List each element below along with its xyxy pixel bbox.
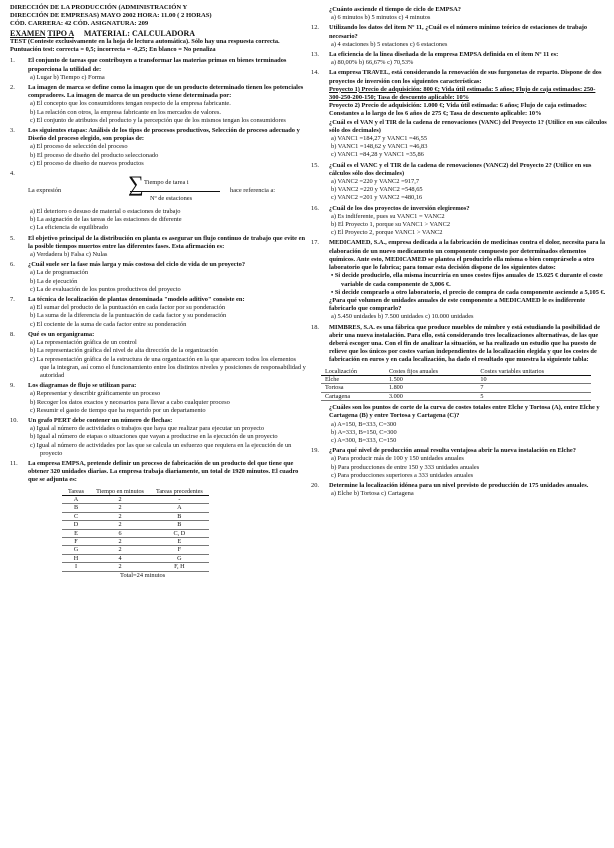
answer-option: a) Elche b) Tortosa c) Cartagena [331,490,414,498]
question [10,460,306,485]
answer-option: a) 6 minutos b) 5 minutos c) 4 minutos [331,14,431,22]
question-list-left [10,57,306,484]
variable-cost-cell: 7 [476,384,591,392]
answer-option: a) El deterioro o desuso de material o estaciones de trabajo [30,208,181,216]
location-row [321,375,591,383]
question-text: Los siguientes etapas: Análisis de los tipos de procesos productivos, Selección de proceso adecuado y Diseño del proceso elegido, son propias de: [28,127,300,143]
question-text: La eficiencia de la línea diseñada de la empresa EMPSA definida en el ítem Nº 11 es: [329,51,559,59]
precedent-col-header: Tareas precedentes [150,488,209,496]
formula [10,171,306,205]
task-table [62,488,209,572]
fraction-line [130,191,220,192]
variable-cost-cell: 5 [476,392,591,400]
location-table-body [321,375,591,400]
question [311,205,607,213]
question [311,51,607,59]
variable-cost-col-header: Costes variables unitarios [476,368,591,376]
answer-option: b) VANC2 =220 y VANC2 =548,65 [331,186,423,194]
question-text: El conjunto de tareas que contribuyen a transformar las materias primas en bienes terminados proporciona la utilidad de: [28,57,287,73]
question [311,482,607,490]
precedent-cell: G [150,554,209,562]
question-15 [311,162,607,203]
exam-title [10,29,306,38]
task-col-header: Tareas [62,488,90,496]
answer-option: a) Representar y describir gráficamente un proceso [30,390,161,398]
answer-option: b) Para producciones de entre 150 y 333 unidades anuales [331,463,480,471]
question-list-right [311,6,607,86]
time-cell: 4 [90,554,150,562]
question-number: 14. [311,69,319,77]
answer-option: b) La asignación de las tareas de las estaciones de diferente [30,216,182,224]
time-cell: 2 [90,495,150,503]
precedent-cell: F [150,546,209,554]
formula-label: La expresión [28,187,62,195]
formula-denominator: Nº de estaciones [150,195,193,203]
question-number: 13. [311,51,319,59]
answer-option: c) El Proyecto 2, porque VANC1 > VANC2 [331,229,443,237]
question-number: 9. [10,382,15,390]
answer-option: b) A=333, B=150, C=300 [331,428,397,436]
answer-option: a) La de programación [30,269,89,277]
fixed-cost-cell: 1.800 [385,384,476,392]
precedent-cell: - [150,495,209,503]
question-number: 19. [311,447,319,455]
question-text: ¿Para qué nivel de producción anual resulta ventajosa abrir la nueva instalación en Elche? [329,447,576,455]
question-number: 17. [311,239,319,247]
question-text: La técnica de localización de plantas denominada "modelo aditivo" consiste en: [28,296,245,304]
question-text: El objetivo principal de la distribución en planta es asegurar un flujo continuo de trabajo que evite en la posible tiempos muertos entre las diferentes fases. Esta afirmación es: [28,234,306,250]
answer-option: b) Igual al número de etapas o situaciones que vayan a producirse en la ejecución de un proyecto [30,433,278,441]
q18-ask: ¿Cuáles son los puntos de corte de la curva de costes totales entre Elche y Tortosa (A), entre Elche y Cartagena (B) y entre Tortosa y Cartagena (C)? [329,404,600,420]
exam-label: EXAMEN [10,29,46,38]
answer-option: c) El proceso de diseño de nuevos productos [30,159,144,167]
question-text: Qué es un organigrama: [28,330,95,338]
task-total: Total=24 minutos [120,571,166,579]
answer-option: c) La representación gráfica de la estructura de una organización en la que aparecen todos los elementos que la integran, así como el funcionamiento entre los distintos niveles y posiciones de responsabilidad y autoridad [30,355,306,379]
answer-option: c) El cociente de la suma de cada factor entre su ponderación [30,320,187,328]
answer-option: a) El proceso de selección del proceso [30,143,128,151]
answer-option: a) VANC1 =184,27 y VANC1 =46,55 [331,135,428,143]
location-row [321,392,591,400]
answer-option: c) VANC2 =201 y VANC2 =480,16 [331,194,423,202]
precedent-cell: F, H [150,563,209,571]
question-text: ¿Cuál suele ser la fase más larga y más costosa del ciclo de vida de un proyecto? [28,261,246,269]
q18-options [311,421,607,446]
time-col-header: Tiempo en minutos [90,488,150,496]
question [311,24,607,40]
precedent-cell: E [150,537,209,545]
task-cell: I [62,563,90,571]
question [10,331,306,339]
question-20 [311,482,607,498]
answer-option: a) 5.450 unidades b) 7.500 unidades c) 10.000 unidades [331,313,474,321]
bullet-item: • Si decide producirlo, ella misma incurriría en unos costes fijos anuales de 15.025 € durante el coste variable de cada componente de 3,006 €. [331,272,603,288]
task-table-body [62,495,209,571]
time-cell: 2 [90,504,150,512]
formula-numerator: Tiempo de tarea i [144,179,189,187]
question-text: Utilizando los datos del item Nº 11, ¿Cuál es el número mínimo teórico de estaciones de trabajo necesario? [329,24,588,40]
q14-options [311,135,607,160]
question [10,235,306,251]
exam-type: TIPO A [47,29,74,38]
task-row [62,504,209,512]
formula-suffix: hace referencia a: [230,187,276,195]
answer-option: c) Igual al número de actividades por las que se calcula un esfuerzo que requiera en la ejecución de un proyecto [30,441,292,457]
fixed-cost-col-header: Costes fijos anuales [385,368,476,376]
left-column [10,4,306,580]
project-2-text: Proyecto 2) Precio de adquisición: 1.000 €; Vida útil estimada: 6 años; Flujo de caja estimados: Constantes a lo largo de los 6 años de 275 €; Tasa de descuento aplicable: 10% [329,102,587,118]
time-cell: 2 [90,512,150,520]
q17-options [311,313,607,321]
question [10,127,306,143]
q17-bullets [311,272,607,297]
answer-option: b) La suma de la diferencia de la puntuación de cada factor y su ponderación [30,312,227,320]
q17-ask: ¿Para qué volumen de unidades anuales de este componente a MEDICAMED le es indiferente fabricarlo que comprarlo? [329,296,586,313]
material-label: MATERIAL: CALCULADORA [83,29,196,38]
task-row [62,521,209,529]
time-cell: 2 [90,521,150,529]
answer-option: b) La relación con otros, la empresa fabricante en los mercados de valores. [30,108,221,116]
precedent-cell: A [150,504,209,512]
question-text: Un grafo PERT debe contener un número de flechas: [28,416,173,424]
question [10,261,306,269]
answer-option: b) La representación gráfica del nivel de alta dirección de la organización [30,347,218,355]
question-number: 1. [10,57,15,65]
time-cell: 2 [90,563,150,571]
task-row [62,537,209,545]
answer-option: a) 4 estaciones b) 5 estaciones c) 6 estaciones [331,40,448,48]
question-number: 6. [10,261,15,269]
fixed-cost-cell: 1.500 [385,375,476,383]
question-number: 3. [10,127,15,135]
answer-option: c) A=300, B=333, C=150 [331,436,397,444]
task-cell: C [62,512,90,520]
question-number: 12. [311,24,319,32]
answer-option: c) La eficiencia de equilibrado [30,224,109,232]
task-row [62,512,209,520]
test-rules: TEST (Conteste exclusivamente en la hoja de lectura automática). Sólo hay una respuesta correcta. Puntuación test: correcta = 0,5; incorrecta = -0,25; En blanco = No penaliza [10,38,280,54]
question-number: 16. [311,204,319,212]
question-text: La imagen de marca se define como la imagen que de un producto determinado tienen los potenciales compradores. La imagen de marca de un producto viene determinada por: [28,84,304,100]
location-table [321,368,591,402]
answer-option: c) VANC1 =84,28 y VANC1 =35,86 [331,151,424,159]
question-number: 18. [311,323,319,331]
answer-option: c) Para producciones superiores a 333 unidades anuales [331,471,474,479]
task-table-header [62,488,209,496]
location-table-header [321,368,591,376]
task-cell: D [62,521,90,529]
answer-option: a) Para producir más de 100 y 150 unidades anuales [331,455,464,463]
question-number: 10. [10,416,18,424]
question [10,382,306,390]
answer-option: b) VANC1 =148,62 y VANC1 =46,83 [331,143,428,151]
location-row [321,384,591,392]
question-text: ¿Cuál es el VANC y el TIR de la cadena de renovaciones (VANC2) del Proyecto 2? (Utilice en sus cálculos sólo dos decimales) [329,161,592,177]
sigma-symbol: ∑ [128,171,144,197]
header-line-2: DIRECCIÓN DE EMPRESAS) MAYO 2002 HORA: 11.00 ( 2 HORAS) [10,12,212,19]
question-16 [311,205,607,238]
time-cell: 2 [90,537,150,545]
question [311,6,607,14]
question [311,162,607,178]
question [10,84,306,100]
project-1-text: Proyecto 1) Precio de adquisición: 800 €; Vida útil estimada: 5 años; Flujo de caja estimados: 250-300-250-200-150; Tasa de descuento aplicable: 10% [329,85,596,102]
time-cell: 6 [90,529,150,537]
task-cell: A [62,495,90,503]
task-row [62,529,209,537]
answer-option: a) La representación gráfica de un control [30,339,137,347]
answer-option: b) La de ejecución [30,277,78,285]
location-col-header: Localización [321,368,385,376]
right-column [311,4,607,498]
answer-option: a) Lugar b) Tiempo c) Forma [30,73,105,81]
answer-option: a) A=150, B=333, C=300 [331,420,397,428]
question-number: 7. [10,296,15,304]
answer-option: a) Es indiferente, pues su VANC1 = VANC2 [331,212,445,220]
answer-option: a) VANC2 =220 y VANC2 =917,7 [331,178,420,186]
question-number: 5. [10,234,15,242]
answer-option: c) Resumir el gasto de tiempo que ha requerido por un departamento [30,406,206,414]
precedent-cell: B [150,521,209,529]
variable-cost-cell: 10 [476,375,591,383]
question [10,57,306,73]
question-text: MEDICAMED, S.A., empresa dedicada a la fabricación de medicinas contra el dolor, necesita para la elaboración de un nuevo medicamento un componente compuesto por determinados elementos químicos. Ante esto, MEDICAMED se plantea el producirlo ella misma o bien comprárselo a otro laboratorio que lo fabrica; para tomar esta decisión dispone de los siguientes datos: [329,239,606,272]
bullet-item: • Si decide comprarlo a otro laboratorio, el precio de compra de cada componente asciende a 5,105 €. [331,288,606,296]
question-19 [311,447,607,480]
location-cell: Cartagena [321,392,385,400]
precedent-cell: B [150,512,209,520]
answer-option: a) El concepto que los consumidores tengan respecto de la empresa fabricante. [30,100,231,108]
time-cell: 2 [90,546,150,554]
answer-option: a) Igual al número de actividades o trabajos que haya que realizar para ejecutar un proyecto [30,425,265,433]
question-18 [311,324,607,365]
question [10,417,306,425]
question-17 [311,239,607,272]
q14-ask: ¿Cuál es el VAN y el TIR de la cadena de renovaciones (VANC) del Proyecto 1? (Utilice en sus cálculos sólo dos decimales) [329,118,607,134]
project-1 [311,86,607,102]
task-cell: H [62,554,90,562]
question-text: La empresa TRAVEL, está considerando la renovación de sus furgonetas de reparto. Dispone de dos proyectos de inversión con los siguientes características: [329,69,602,85]
location-cell: Elche [321,375,385,383]
header-line-3: CÓD. CARRERA: 42 CÓD. ASIGNATURA: 209 [10,20,149,27]
header-line-1: DIRECCIÓN DE LA PRODUCCIÓN (ADMINISTRACIÓN Y [10,4,188,11]
question-number: 11. [10,459,18,467]
task-row [62,495,209,503]
question-number: 8. [10,330,15,338]
question-number: 15. [311,161,319,169]
answer-option: a) 80,00% b) 66,67% c) 70,53% [331,59,414,67]
question-text: MIMBRES, S.A. es una fábrica que produce muebles de mimbre y está estudiando la posibilidad de abrir una nueva instalación. Para ello, está considerando tres localizaciones alternativas, de las que deberá escoger una. Con el fin de analizar la situación, se ha realizado un estudio que ha puesto de relieve que los únicos por costes varían independientes de la localización elegida y que los costes de fabricación en euros y en cada localización, ha dado el resultado que muestra la siguiente tabla: [329,323,601,364]
precedent-cell: C, D [150,529,209,537]
question-number: 2. [10,84,15,92]
question [311,69,607,85]
question [10,296,306,304]
task-row [62,546,209,554]
task-row [62,563,209,571]
fixed-cost-cell: 3.000 [385,392,476,400]
task-cell: E [62,529,90,537]
task-cell: F [62,537,90,545]
question-text: ¿Cuánto asciende el tiempo de ciclo de EMPSA? [329,6,461,13]
answer-option: b) Recoger los datos exactos y necesarios para llevar a cabo cualquier proceso [30,398,230,406]
answer-option: a) Verdadera b) Falsa c) Nulas [30,251,108,259]
question [311,447,607,455]
location-cell: Tortosa [321,384,385,392]
answer-option: b) El Proyecto 1, porque su VANC1 > VANC2 [331,221,451,229]
answer-option: b) El proceso de diseño del producto seleccionado [30,151,159,159]
answer-option: c) El conjunto de atributos del producto y la percepción que de los mismos tengan los consumidores [30,116,286,124]
question-text: ¿Cuál de los dos proyectos de inversión elegiremos? [329,204,470,212]
question-text: La empresa EMPSA, pretende definir un proceso de fabricación de un producto del que tiene que obtener 320 unidades diarias. La empresa trabaja diariamente, un total de 1920 minutos. El cuadro que se adjunta es: [28,459,299,484]
task-cell: B [62,504,90,512]
answer-option: c) La de evaluación de los puntos productivos del proyecto [30,285,181,293]
project-2 [311,102,607,118]
question-number: 4. [10,170,15,178]
question-text: Los diagramas de flujo se utilizan para: [28,382,137,390]
answer-option: a) El sumar del producto de la puntuación en cada factor por su ponderación [30,304,226,312]
task-row [62,554,209,562]
task-cell: G [62,546,90,554]
question-number: 20. [311,481,319,489]
question-text: Determine la localización idónea para un nivel previsto de producción de 175 unidades anuales. [329,481,589,489]
